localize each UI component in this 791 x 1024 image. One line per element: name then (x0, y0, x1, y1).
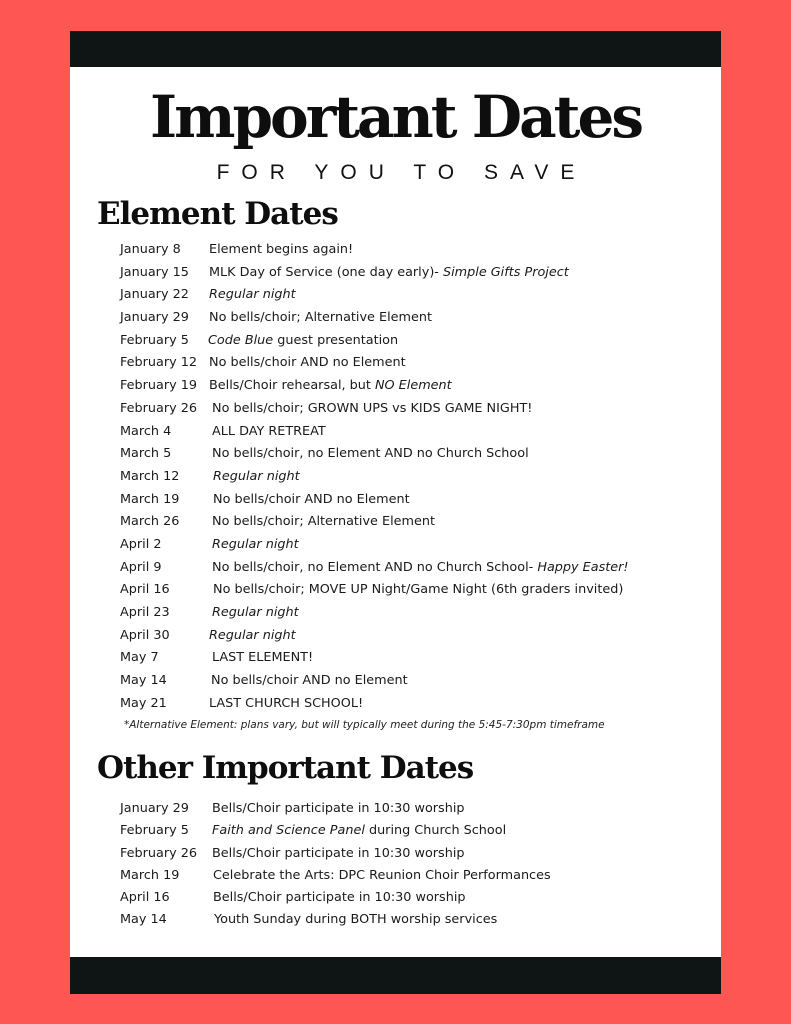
event-text-italic: Regular night (212, 536, 299, 552)
event-text-italic: NO Element (374, 378, 452, 394)
event-text: No bells/choir; MOVE UP Night/Game Night (6th graders invited) (213, 582, 624, 598)
page-subtitle: FOR YOU TO SAVE (216, 161, 587, 184)
event-text-italic: Regular night (213, 468, 300, 484)
event-description (209, 352, 406, 375)
event-date: January 22 (120, 287, 189, 303)
event-date: February 26 (120, 400, 198, 416)
event-text: Youth Sunday during BOTH worship services (214, 912, 498, 928)
event-description (209, 284, 296, 307)
event-date: February 5 (120, 823, 189, 839)
event-text: guest presentation (273, 332, 399, 348)
event-date: April 9 (120, 559, 162, 575)
event-text-italic: Code Blue (208, 332, 274, 348)
event-description (214, 909, 497, 931)
event-date: April 16 (120, 582, 170, 598)
event-description (208, 330, 398, 353)
event-text: LAST ELEMENT! (212, 650, 314, 666)
event-text-italic: Simple Gifts Project (443, 264, 569, 280)
event-text: Bells/Choir participate in 10:30 worship (212, 845, 465, 861)
event-text: Element begins again! (209, 242, 354, 257)
event-text: No bells/choir AND no Element (213, 491, 410, 507)
event-description (212, 398, 532, 421)
event-text: No bells/choir; Alternative Element (209, 310, 432, 326)
event-description (212, 421, 326, 444)
event-description (209, 693, 363, 716)
event-text: No bells/choir AND no Element (211, 673, 408, 689)
page-title: Important Dates (149, 83, 642, 151)
event-date: February 5 (120, 332, 189, 348)
event-description (212, 602, 299, 625)
alternative-element-note: *Alternative Element: plans vary, but will typically meet during the 5:45-7:30pm timeframe (124, 719, 605, 731)
event-date: January 29 (120, 801, 189, 816)
event-text: No bells/choir; GROWN UPS vs KIDS GAME NIGHT! (212, 400, 533, 416)
event-description (213, 887, 466, 909)
event-description (212, 843, 465, 865)
event-text: No bells/choir AND no Element (209, 355, 406, 371)
event-date: March 19 (120, 491, 180, 507)
event-text: Bells/Choir rehearsal, but (209, 378, 375, 394)
event-text: ALL DAY RETREAT (212, 423, 326, 439)
event-date: January 29 (120, 310, 189, 326)
event-date: March 4 (120, 423, 172, 439)
event-date: May 21 (120, 695, 167, 711)
event-description (212, 647, 313, 670)
event-text: No bells/choir, no Element AND no Church School (212, 446, 529, 462)
event-description (213, 579, 623, 602)
event-date: January 15 (120, 264, 189, 280)
flyer-sheet (70, 31, 721, 994)
event-text: No bells/choir, no Element AND no Church School- (212, 559, 538, 575)
event-date: March 12 (120, 468, 180, 484)
event-description (209, 262, 569, 285)
event-date: March 5 (120, 446, 172, 462)
event-date: May 14 (120, 912, 167, 928)
event-description (212, 534, 299, 557)
event-description (212, 798, 465, 820)
event-description (209, 307, 432, 330)
event-text: Bells/Choir participate in 10:30 worship (213, 890, 466, 906)
event-description (209, 625, 296, 648)
element-dates-heading: Element Dates (97, 196, 338, 232)
event-text-italic: Regular night (212, 605, 299, 620)
event-description (212, 511, 435, 534)
event-date: February 26 (120, 845, 198, 861)
event-text: Celebrate the Arts: DPC Reunion Choir Performances (213, 867, 551, 883)
event-description (209, 239, 353, 262)
event-text-italic: Happy Easter! (537, 559, 629, 575)
event-description (209, 375, 452, 398)
event-text: MLK Day of Service (one day early)- (209, 264, 443, 280)
event-description (212, 557, 629, 580)
event-date: April 2 (120, 536, 162, 552)
event-description (213, 466, 300, 489)
event-date: April 23 (120, 605, 170, 620)
event-description (212, 443, 529, 466)
event-text: during Church School (364, 823, 507, 839)
event-text-italic: Faith and Science Panel (212, 823, 365, 839)
event-date: January 8 (120, 242, 181, 257)
event-date: March 19 (120, 867, 180, 883)
event-date: May 14 (120, 673, 167, 689)
event-text-italic: Regular night (209, 287, 296, 303)
event-description (211, 670, 408, 693)
event-date: May 7 (120, 650, 159, 666)
event-date: February 19 (120, 378, 198, 394)
event-description (213, 865, 551, 887)
top-bar (70, 31, 721, 67)
event-date: March 26 (120, 514, 180, 530)
other-dates-heading: Other Important Dates (97, 750, 474, 786)
bottom-bar (70, 957, 721, 994)
event-description (212, 820, 506, 842)
event-date: April 16 (120, 890, 170, 906)
event-text-italic: Regular night (209, 627, 296, 643)
event-text: LAST CHURCH SCHOOL! (209, 695, 364, 711)
event-date: April 30 (120, 627, 170, 643)
event-date: February 12 (120, 355, 198, 371)
event-text: No bells/choir; Alternative Element (212, 514, 435, 530)
event-text: Bells/Choir participate in 10:30 worship (212, 801, 465, 816)
event-description (213, 489, 410, 512)
